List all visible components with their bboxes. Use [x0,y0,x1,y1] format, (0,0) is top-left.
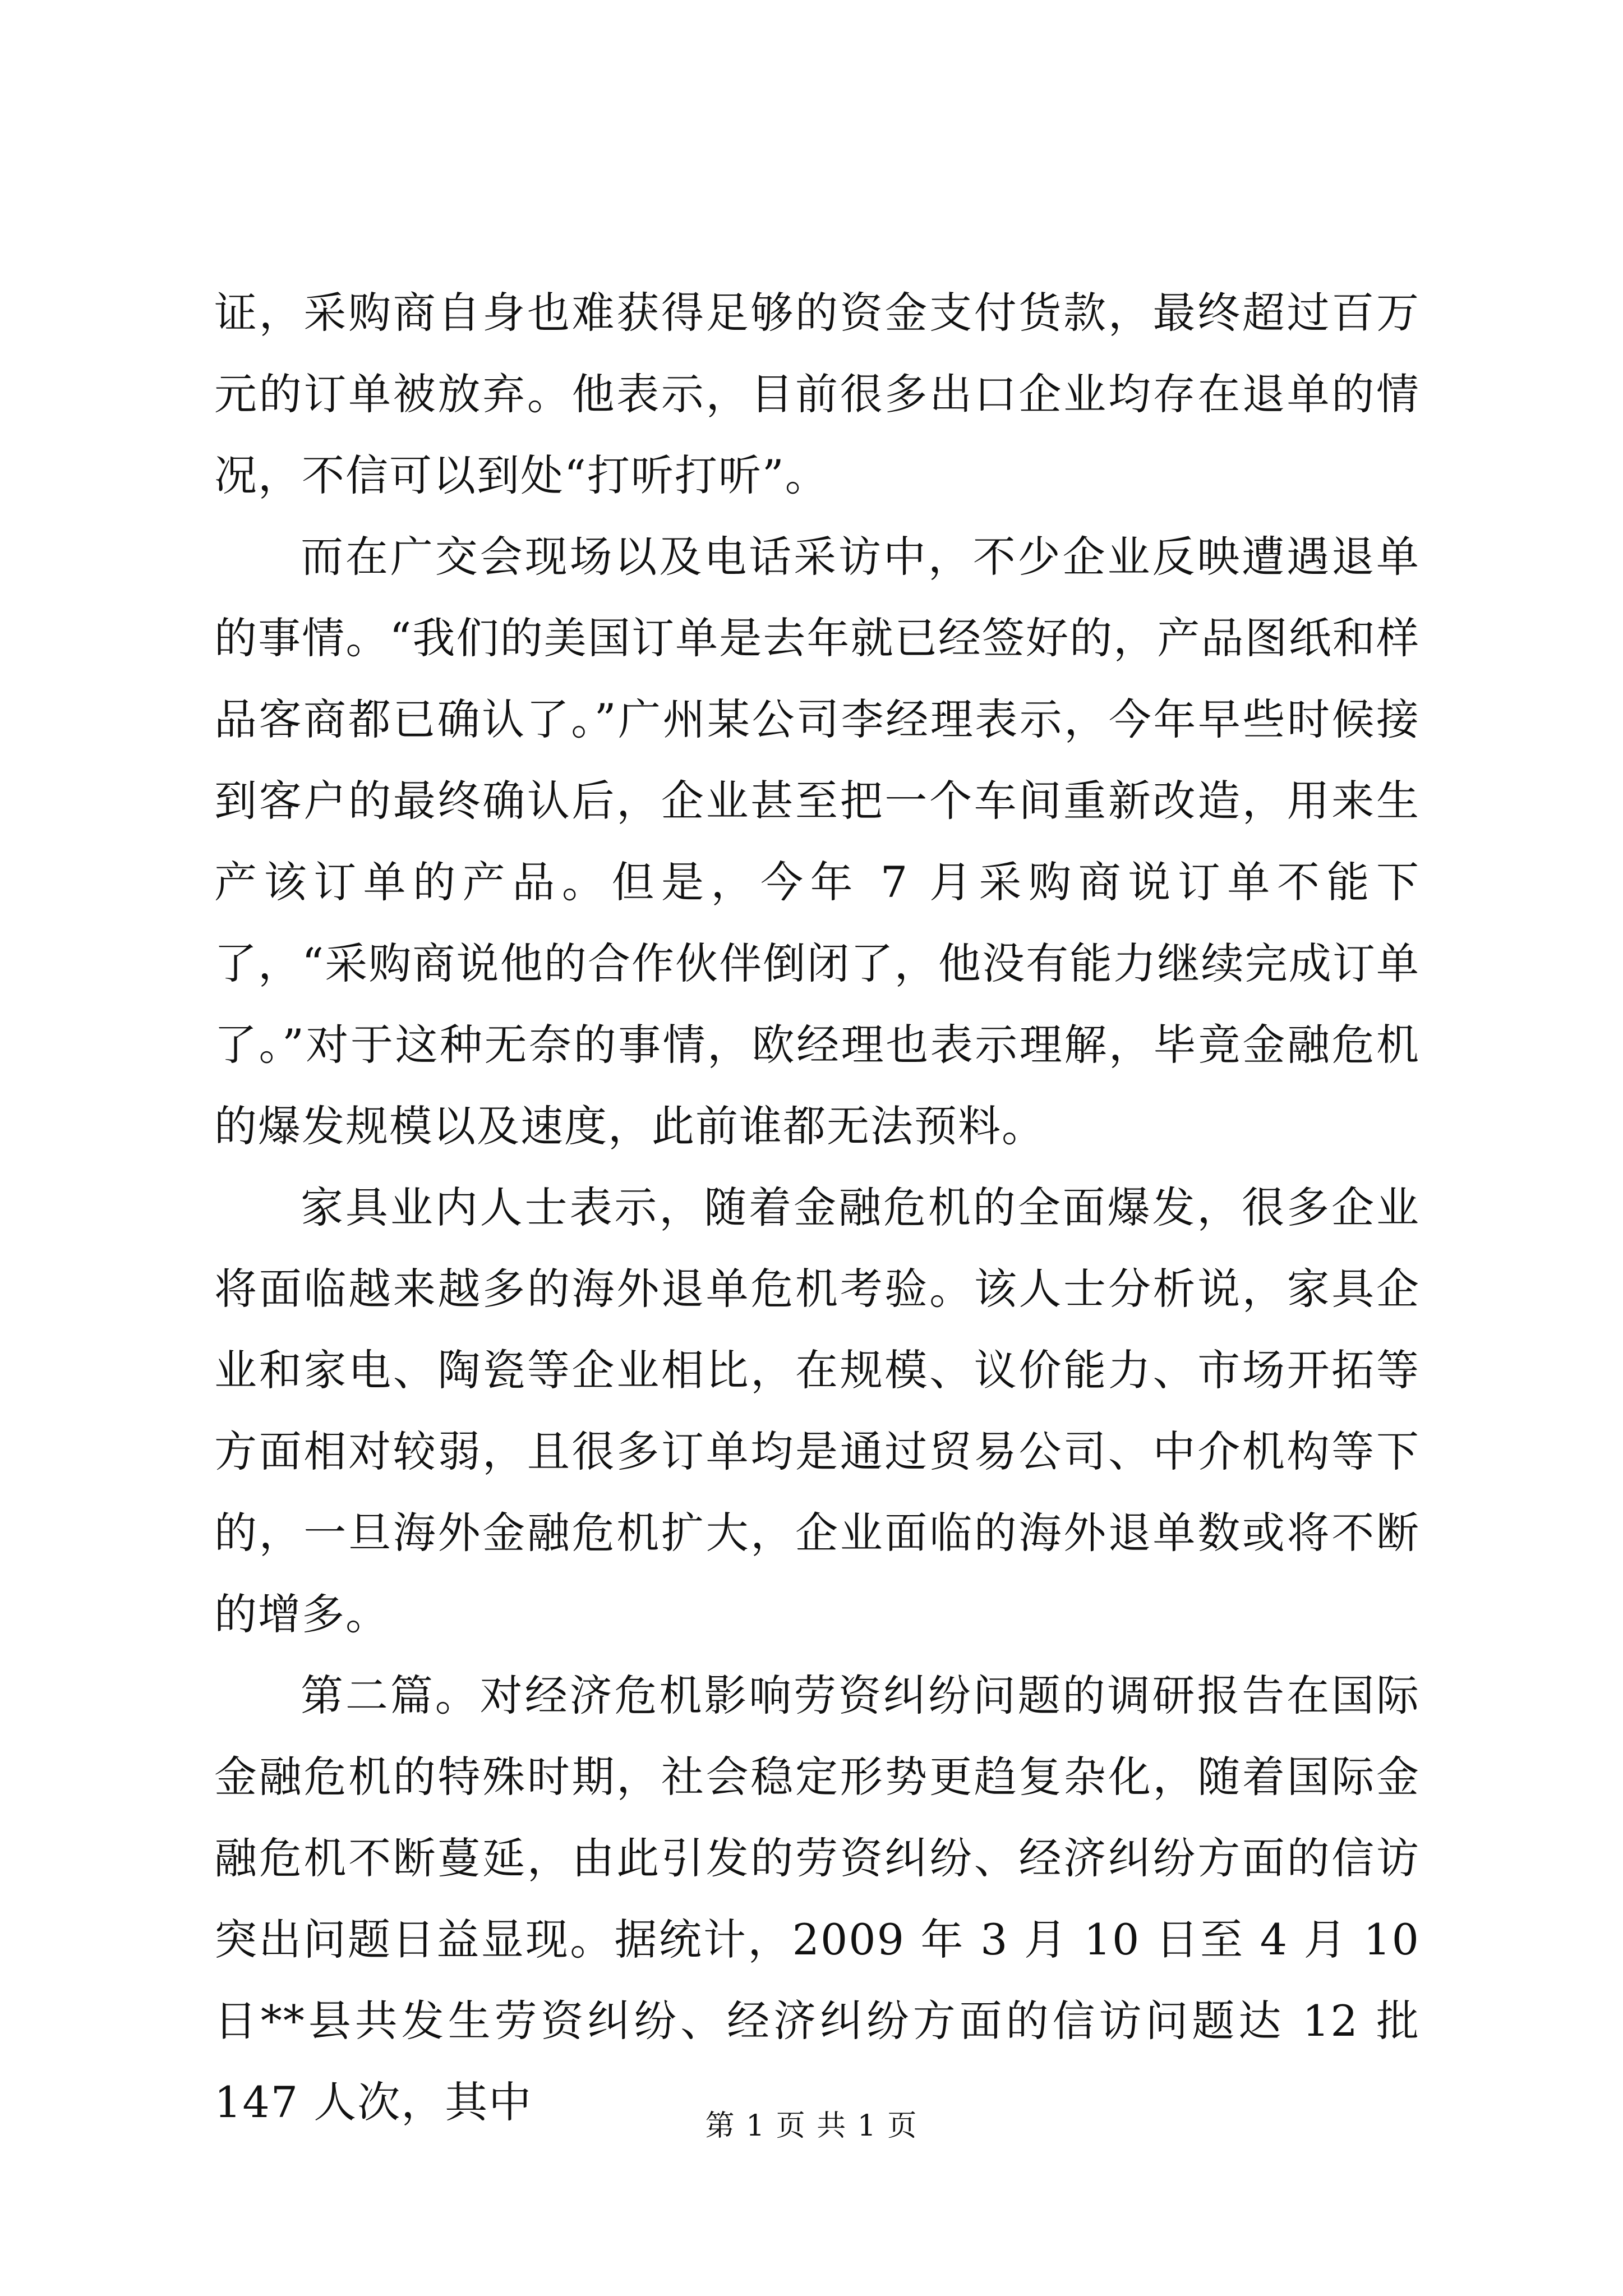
paragraph-2: 而在广交会现场以及电话采访中，不少企业反映遭遇退单的事情。“我们的美国订单是去年就已经签好的，产品图纸和样品客商都已确认了。”广州某公司李经理表示，今年早些时候接到客户的最终确认后，企业甚至把一个车间重新改造，用来生产该订单的产品。但是，今年 7 月采购商说订单不能下了，“采购商说他的合作伙伴倒闭了，他没有能力继续完成订单了。”对于这种无奈的事情，欧经理也表示理解，毕竟金融危机的爆发规模以及速度，此前谁都无法预料。 [214,532,1420,1151]
document-body [214,272,1420,2143]
paragraph-1: 证，采购商自身也难获得足够的资金支付货款，最终超过百万元的订单被放弃。他表示，目前很多出口企业均存在退单的情况，不信可以到处“打听打听”。 [214,288,1420,500]
paragraph-3: 家具业内人士表示，随着金融危机的全面爆发，很多企业将面临越来越多的海外退单危机考验。该人士分析说，家具企业和家电、陶瓷等企业相比，在规模、议价能力、市场开拓等方面相对较弱，且很多订单均是通过贸易公司、中介机构等下的，一旦海外金融危机扩大，企业面临的海外退单数或将不断的增多。 [214,1182,1420,1639]
page-number-label: 第 1 页 共 1 页 [705,2109,918,2143]
paragraph-4: 第二篇。对经济危机影响劳资纠纷问题的调研报告在国际金融危机的特殊时期，社会稳定形势更趋复杂化，随着国际金融危机不断蔓延，由此引发的劳资纠纷、经济纠纷方面的信访突出问题日益显现。据统计，2009 年 3 月 10 日至 4 月 10 日**县共发生劳资纠纷、经济纠纷方面的信访问题达 12 批 147 人次，其中 [214,1671,1420,2127]
page-footer [0,2106,1623,2146]
